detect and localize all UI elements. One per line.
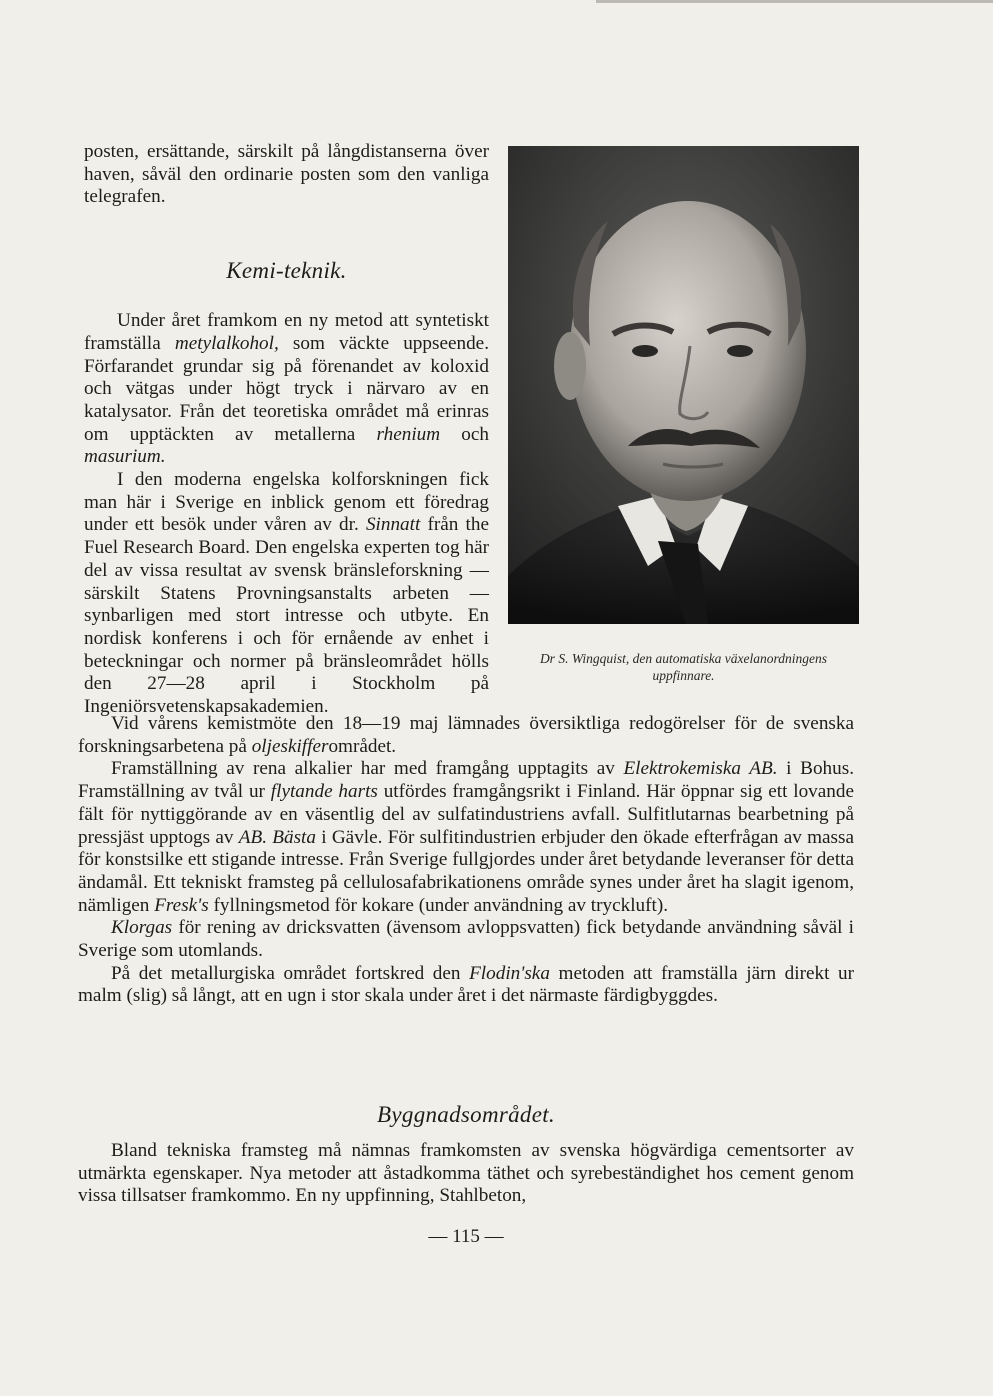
page-number: — 115 — [428,1226,504,1247]
emphasis-elektrokemiska: Elektrokemiska AB. [623,758,778,780]
portrait-photo-icon [508,146,859,624]
text-run: i Gävle. För sulfitindustrien erbjuder den ökade efterfrågan av massa för konstsilke ett stigande intresse. Från Sverige fullgjordes under året betydande leveranser för detta ändamål. Ett tekniskt framsteg på cellulosafabrikationens område synes under året ha slagit igenom, nämligen [78,826,854,916]
paragraph-posten: posten, ersättande, särskilt på långdistanserna över haven, såväl den ordinarie posten som den vanliga telegrafen. [84,141,489,208]
text-run: och [440,423,489,445]
emphasis-flodinska: Flodin'ska [469,962,550,984]
paragraph-metylalkohol [84,310,489,469]
bygg-text [78,1140,854,1208]
heading-byggnadsomradet: Byggnadsområdet. [377,1102,555,1127]
text-run: Framställning av rena alkalier har med framgång upptagits av [111,758,624,780]
emphasis-masurium: masurium. [84,446,166,468]
text-run: Vid vårens kemistmöte den 18—19 maj lämnades översiktliga redogörelser för de svenska forskningsarbetena på [78,713,854,757]
emphasis-metylalkohol: metylalkohol, [174,332,279,354]
text-run: fyllningsmetod för kokare (under användning av tryckluft). [208,894,669,916]
emphasis-fresks: Fresk's [154,894,209,916]
left-column [84,141,489,719]
emphasis-oljeskiffer: oljeskiffer [251,735,329,757]
emphasis-rhenium: rhenium [376,423,441,445]
text-run: I den moderna engelska kolforskningen fick man här i Sverige en inblick genom ett föredrag under ett besök under våren av dr. [84,469,489,536]
portrait-photo [508,146,859,624]
paragraph-klorgas [78,917,854,962]
text-run: i Bohus. Framställning av tvål ur [78,758,854,803]
full-width-text [78,713,854,1008]
text-run: Under året framkom en ny metod att syntetiskt framställa [84,310,489,354]
text-run: metoden att framställa järn direkt ur malm (slig) så långt, att en ugn i stor skala under året i det närmaste färdigbyggdes. [78,962,854,1007]
paragraph-cement: Bland tekniska framsteg må nämnas framkomsten av svenska högvärdiga cementsorter av utmärkta egenskaper. Nya metoder att åstadkomma täthet och syrebeständighet hos cement genom vissa tillsatser framkommo. En ny uppfinning, Stahlbeton, [78,1140,854,1207]
page-top-edge [0,0,993,3]
text-run: utfördes framgångsrikt i Finland. Här öppnar sig ett lovande fält för nyttiggörande av en väsentlig del av sulfatindustriens avfall. Sulfitlutarnas bearbetning på pressjäst upptogs av [78,781,854,848]
emphasis-flytande-harts: flytande harts [270,781,378,803]
heading-kemi-teknik: Kemi-teknik. [226,258,347,284]
text-run: som väckte uppseende. Förfarandet grundar sig på förenandet av koloxid och vätgas under högt tryck i närvaro av en katalysator. Från det teoretiska området må erinras om upptäckten av metallerna [84,332,489,445]
text-run: för rening av dricksvatten (ävensom avloppsvatten) fick betydande användning såväl i Sverige som utomlands. [78,917,854,962]
paragraph-metallurgi [78,963,854,1008]
emphasis-klorgas: Klorgas [111,917,173,939]
paragraph-kolforskning [84,469,489,719]
paragraph-kemistmote [78,713,854,758]
text-run: På det metallurgiska området fortskred den [111,962,470,984]
emphasis-sinnatt: Sinnatt [365,514,421,536]
paragraph-alkalier [78,758,854,917]
text-run: från the Fuel Research Board. Den engelska experten tog här del av vissa resultat av svensk bränsleforskning — särskilt Statens Provningsanstalts arbeten — synbarligen med stort intresse och utbyte. En nordisk konferens i och för ernående av enhet i beteckningar och normer på bränsleområdet hölls den 27—28 april i Stockholm på Ingeniörsvetenskapsakademien. [84,514,489,718]
text-run: området. [328,735,397,757]
emphasis-ab-basta: AB. Bästa [238,826,316,848]
photo-caption: Dr S. Wingquist, den automatiska växelanordningens uppfinnare. [539,651,828,683]
